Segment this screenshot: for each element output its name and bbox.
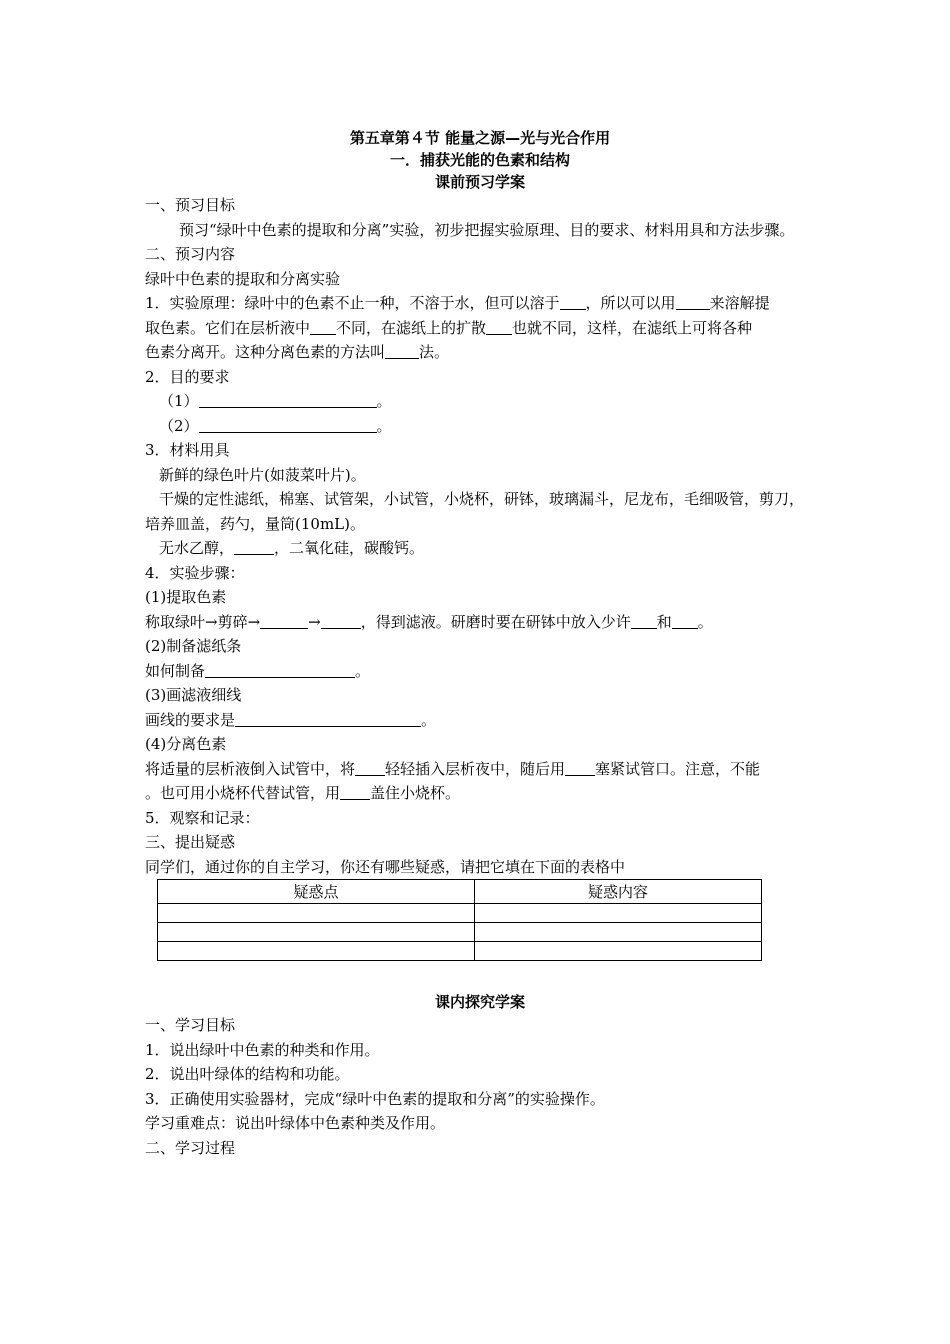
experiment-name: 绿叶中色素的提取和分离实验 xyxy=(145,269,341,288)
table-cell[interactable] xyxy=(158,942,475,961)
preview-title: 课前预习学案 xyxy=(434,173,525,191)
table-row xyxy=(158,942,762,961)
heading-doubts: 三、提出疑惑 xyxy=(145,833,236,851)
heading-preview-content: 二、预习内容 xyxy=(145,245,236,263)
blank-insert-item[interactable] xyxy=(355,759,385,776)
heading-learning-process: 二、学习过程 xyxy=(145,1138,236,1157)
learning-goal-3: 3．正确使用实验器材，完成“绿叶中色素的提取和分离”的实验操作。 xyxy=(145,1089,605,1108)
table-header-content: 疑惑内容 xyxy=(475,880,762,904)
blank-purpose-1[interactable] xyxy=(199,391,377,408)
blank-line-requirement[interactable] xyxy=(235,710,421,727)
blank-extract-agent[interactable] xyxy=(676,293,710,310)
materials-leaves: 新鲜的绿色叶片(如菠菜叶片)。 xyxy=(159,465,366,484)
step-draw-line-text: 画线的要求是 。 xyxy=(145,710,437,729)
principle-line-3: 色素分离开。这种分离色素的方法叫 法。 xyxy=(145,343,450,361)
blank-solvent[interactable] xyxy=(560,293,586,310)
table-header-point: 疑惑点 xyxy=(158,880,475,904)
table-header-row xyxy=(158,880,762,904)
inclass-title: 课内探究学案 xyxy=(434,993,525,1011)
step-extract: (1)提取色素 xyxy=(145,588,227,606)
table-cell[interactable] xyxy=(475,923,762,942)
blank-step-a[interactable] xyxy=(260,612,308,629)
learning-goal-1: 1．说出绿叶中色素的种类和作用。 xyxy=(145,1040,380,1059)
section-title: 一．捕获光能的色素和结构 xyxy=(389,151,570,169)
document-page xyxy=(145,127,815,1160)
chapter-title: 第五章第４节 能量之源—光与光合作用 xyxy=(349,129,611,147)
principle-line-1: 1．实验原理：绿叶中的色素不止一种，不溶于水，但可以溶于 ，所以可以用 来溶解提 xyxy=(145,294,770,312)
purpose-1: （1） 。 xyxy=(159,392,392,410)
blank-purpose-2[interactable] xyxy=(199,416,377,433)
heading-materials: 3．材料用具 xyxy=(145,441,230,459)
blank-additive-1[interactable] xyxy=(631,612,657,629)
materials-reagents: 无水乙醇， ，二氧化硅，碳酸钙。 xyxy=(159,539,425,557)
blank-cover[interactable] xyxy=(340,783,370,800)
blank-filter-paper[interactable] xyxy=(205,661,355,678)
blank-additive-2[interactable] xyxy=(672,612,698,629)
step-filter-paper-text: 如何制备 。 xyxy=(145,661,371,680)
heading-preview-goal: 一、预习目标 xyxy=(145,196,236,214)
blank-speed[interactable] xyxy=(486,318,512,335)
principle-line-2: 取色素。它们在层析液中 不同，在滤纸上的扩散 也就不同，这样，在滤纸上可将各种 xyxy=(145,318,753,337)
table-cell[interactable] xyxy=(475,942,762,961)
blank-method[interactable] xyxy=(385,342,419,359)
blank-stopper[interactable] xyxy=(565,759,595,776)
doubts-intro: 同学们，通过你的自主学习，你还有哪些疑惑，请把它填在下面的表格中 xyxy=(145,857,626,876)
blank-solubility[interactable] xyxy=(310,318,336,335)
step-draw-line: (3)画滤液细线 xyxy=(145,686,242,704)
table-cell[interactable] xyxy=(475,904,762,923)
purpose-2: （2） 。 xyxy=(159,416,392,435)
step-separate-text-1: 将适量的层析液倒入试管中，将 轻轻插入层析夜中，随后用 塞紧试管口。注意，不能 xyxy=(145,759,761,778)
heading-steps: 4．实验步骤： xyxy=(145,563,245,582)
table-row xyxy=(158,923,762,942)
materials-tools: 干燥的定性滤纸，棉塞、试管架，小试管，小烧杯，研钵，玻璃漏斗，尼龙布，毛细吸管，剪刀，培养皿盖，药勺，量筒(10mL)。 xyxy=(145,490,805,533)
learning-goal-2: 2．说出叶绿体的结构和功能。 xyxy=(145,1065,350,1083)
table-cell[interactable] xyxy=(158,923,475,942)
heading-observe: 5．观察和记录： xyxy=(145,808,260,827)
step-separate-text-2: 。也可用小烧杯代替试管，用 盖住小烧杯。 xyxy=(145,784,461,802)
table-row xyxy=(158,904,762,923)
blank-reagent[interactable] xyxy=(234,538,274,555)
doubts-table xyxy=(157,879,762,961)
step-filter-paper: (2)制备滤纸条 xyxy=(145,637,242,655)
preview-goal-text: 预习“绿叶中色素的提取和分离”实验，初步把握实验原理、目的要求、材料用具和方法步骤。 xyxy=(179,220,795,239)
table-cell[interactable] xyxy=(158,904,475,923)
step-extract-text: 称取绿叶→剪碎→ → ，得到滤液。研磨时要在研钵中放入少许 和 。 xyxy=(145,612,713,631)
step-separate: (4)分离色素 xyxy=(145,735,227,753)
heading-purpose: 2．目的要求 xyxy=(145,367,230,386)
blank-step-b[interactable] xyxy=(321,612,361,629)
heading-learning-goals: 一、学习目标 xyxy=(145,1016,236,1034)
key-points: 学习重难点：说出叶绿体中色素种类及作用。 xyxy=(145,1114,446,1132)
